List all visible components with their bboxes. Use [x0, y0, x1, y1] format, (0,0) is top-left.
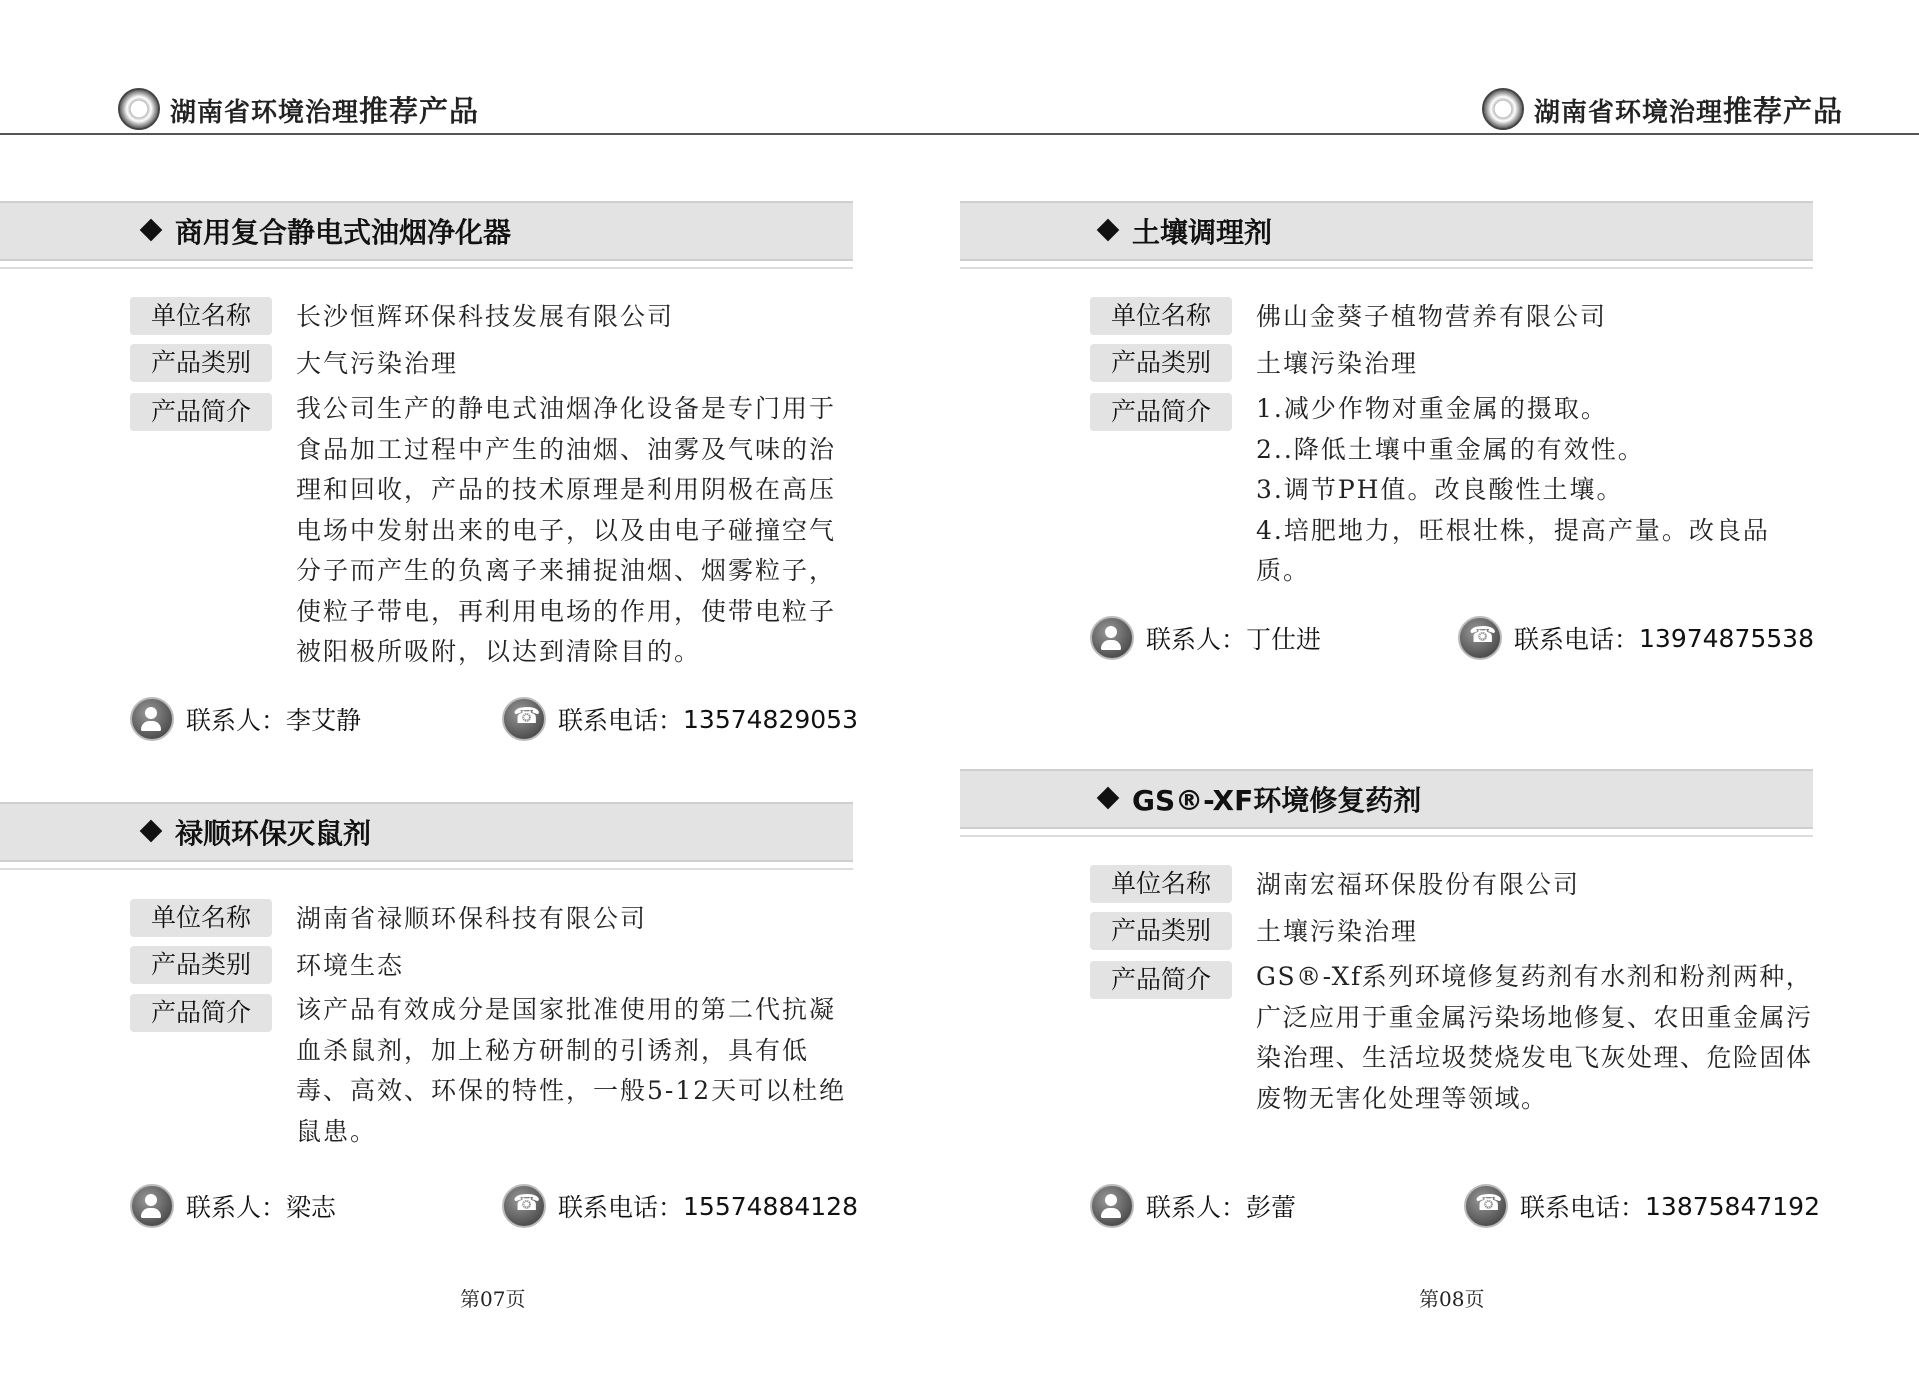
- diamond-icon: [140, 820, 163, 843]
- diamond-icon: [1097, 219, 1120, 242]
- person-icon: [130, 697, 174, 741]
- category-row: [130, 946, 404, 986]
- company-label: 单位名称: [1090, 297, 1232, 335]
- phone-number: 13875847192: [1645, 1191, 1820, 1221]
- company-label: 单位名称: [130, 297, 272, 335]
- phone-icon: [502, 1184, 546, 1228]
- company-value: 长沙恒辉环保科技发展有限公司: [296, 302, 675, 331]
- contact-person: [130, 1184, 336, 1228]
- company-row: [130, 297, 674, 337]
- phone-icon: [502, 697, 546, 741]
- person-icon: [1090, 1184, 1134, 1228]
- category-value: 大气污染治理: [296, 349, 459, 378]
- emblem-icon: [1482, 88, 1524, 130]
- phone-icon: [1458, 616, 1502, 660]
- diamond-icon: [1097, 787, 1120, 810]
- left-header: [118, 88, 479, 130]
- category-value: 环境生态: [296, 951, 405, 980]
- contact-person: [130, 697, 361, 741]
- contact-phone: [502, 1184, 858, 1228]
- category-value: 土壤污染治理: [1256, 349, 1419, 378]
- company-label: 单位名称: [130, 899, 272, 937]
- phone-number: 13974875538: [1639, 623, 1814, 653]
- intro-line: 1.减少作物对重金属的摄取。: [1256, 394, 1608, 423]
- product-title: GS®-XF环境修复药剂: [1132, 784, 1422, 817]
- intro-row: [130, 994, 856, 1152]
- contact-phone: [1464, 1184, 1820, 1228]
- company-value: 湖南宏福环保股份有限公司: [1256, 870, 1581, 899]
- contact-name: 彭蕾: [1246, 1193, 1297, 1222]
- phone-label: 联系电话：: [1514, 625, 1640, 654]
- contact-name: 丁仕进: [1246, 625, 1322, 654]
- intro-text: 我公司生产的静电式油烟净化设备是专门用于食品加工过程中产生的油烟、油雾及气味的治理和回收，产品的技术原理是利用阴极在高压电场中发射出来的电子，以及由电子碰撞空气分子而产生的负离子来捕捉油烟、烟雾粒子，使粒子带电，再利用电场的作用，使带电粒子被阳极所吸附，以达到清除目的。: [296, 394, 837, 666]
- header-prefix: 湖南省环境治理: [1534, 97, 1724, 128]
- contact-label: 联系人：: [1146, 1193, 1247, 1222]
- category-label: 产品类别: [1090, 912, 1232, 950]
- header-divider: [0, 133, 1919, 135]
- product-title-band: [960, 769, 1813, 829]
- person-icon: [130, 1184, 174, 1228]
- contact-label: 联系人：: [1146, 625, 1247, 654]
- contact-person: [1090, 616, 1321, 660]
- contact-label: 联系人：: [186, 706, 287, 735]
- header-suffix: 推荐产品: [1723, 93, 1844, 128]
- intro-label: 产品简介: [1090, 961, 1232, 999]
- company-row: [1090, 865, 1580, 905]
- intro-row: [130, 393, 856, 673]
- phone-label: 联系电话：: [558, 1193, 684, 1222]
- product-title: 土壤调理剂: [1132, 216, 1273, 249]
- product-title: 商用复合静电式油烟净化器: [175, 216, 512, 249]
- company-label: 单位名称: [1090, 865, 1232, 903]
- contact-phone: [1458, 616, 1814, 660]
- product-title: 禄顺环保灭鼠剂: [175, 817, 372, 850]
- right-header: [1482, 88, 1843, 130]
- person-icon: [1090, 616, 1134, 660]
- intro-label: 产品简介: [1090, 393, 1232, 431]
- phone-icon: [1464, 1184, 1508, 1228]
- category-row: [1090, 912, 1418, 952]
- phone-label: 联系电话：: [1520, 1193, 1646, 1222]
- intro-row: [1090, 393, 1776, 592]
- phone-number: 15574884128: [683, 1191, 858, 1221]
- header-suffix: 推荐产品: [359, 93, 480, 128]
- product-title-band: [960, 201, 1813, 261]
- intro-label: 产品简介: [130, 994, 272, 1032]
- intro-text: [1256, 389, 1776, 592]
- intro-row: [1090, 961, 1820, 1119]
- category-row: [1090, 344, 1418, 384]
- company-value: 湖南省禄顺环保科技有限公司: [296, 904, 648, 933]
- emblem-icon: [118, 88, 160, 130]
- contact-name: 李艾静: [286, 706, 362, 735]
- page-number: 第07页: [460, 1287, 526, 1311]
- company-row: [130, 899, 647, 939]
- category-label: 产品类别: [1090, 344, 1232, 382]
- contact-person: [1090, 1184, 1296, 1228]
- page-number: 第08页: [1419, 1287, 1485, 1311]
- category-label: 产品类别: [130, 946, 272, 984]
- contact-name: 梁志: [286, 1193, 337, 1222]
- contact-label: 联系人：: [186, 1193, 287, 1222]
- phone-label: 联系电话：: [558, 706, 684, 735]
- diamond-icon: [140, 219, 163, 242]
- intro-line: 3.调节PH值。改良酸性土壤。: [1256, 475, 1624, 504]
- product-title-band: [0, 201, 853, 261]
- category-value: 土壤污染治理: [1256, 917, 1419, 946]
- intro-label: 产品简介: [130, 393, 272, 431]
- intro-line: 2..降低土壤中重金属的有效性。: [1256, 434, 1645, 464]
- phone-number: 13574829053: [683, 704, 858, 734]
- company-value: 佛山金葵子植物营养有限公司: [1256, 302, 1608, 331]
- intro-line: 4.培肥地力，旺根壮株，提高产量。改良品质。: [1256, 515, 1770, 585]
- contact-phone: [502, 697, 858, 741]
- intro-text: 该产品有效成分是国家批准使用的第二代抗凝血杀鼠剂，加上秘方研制的引诱剂，具有低毒、高效、环保的特性，一般5-12天可以杜绝鼠患。: [296, 995, 847, 1146]
- header-prefix: 湖南省环境治理: [170, 97, 360, 128]
- company-row: [1090, 297, 1607, 337]
- product-title-band: [0, 802, 853, 862]
- category-label: 产品类别: [130, 344, 272, 382]
- intro-text: GS®-Xf系列环境修复药剂有水剂和粉剂两种，广泛应用于重金属污染场地修复、农田重金属污染治理、生活垃圾焚烧发电飞灰处理、危险固体废物无害化处理等领域。: [1256, 962, 1813, 1113]
- category-row: [130, 344, 458, 384]
